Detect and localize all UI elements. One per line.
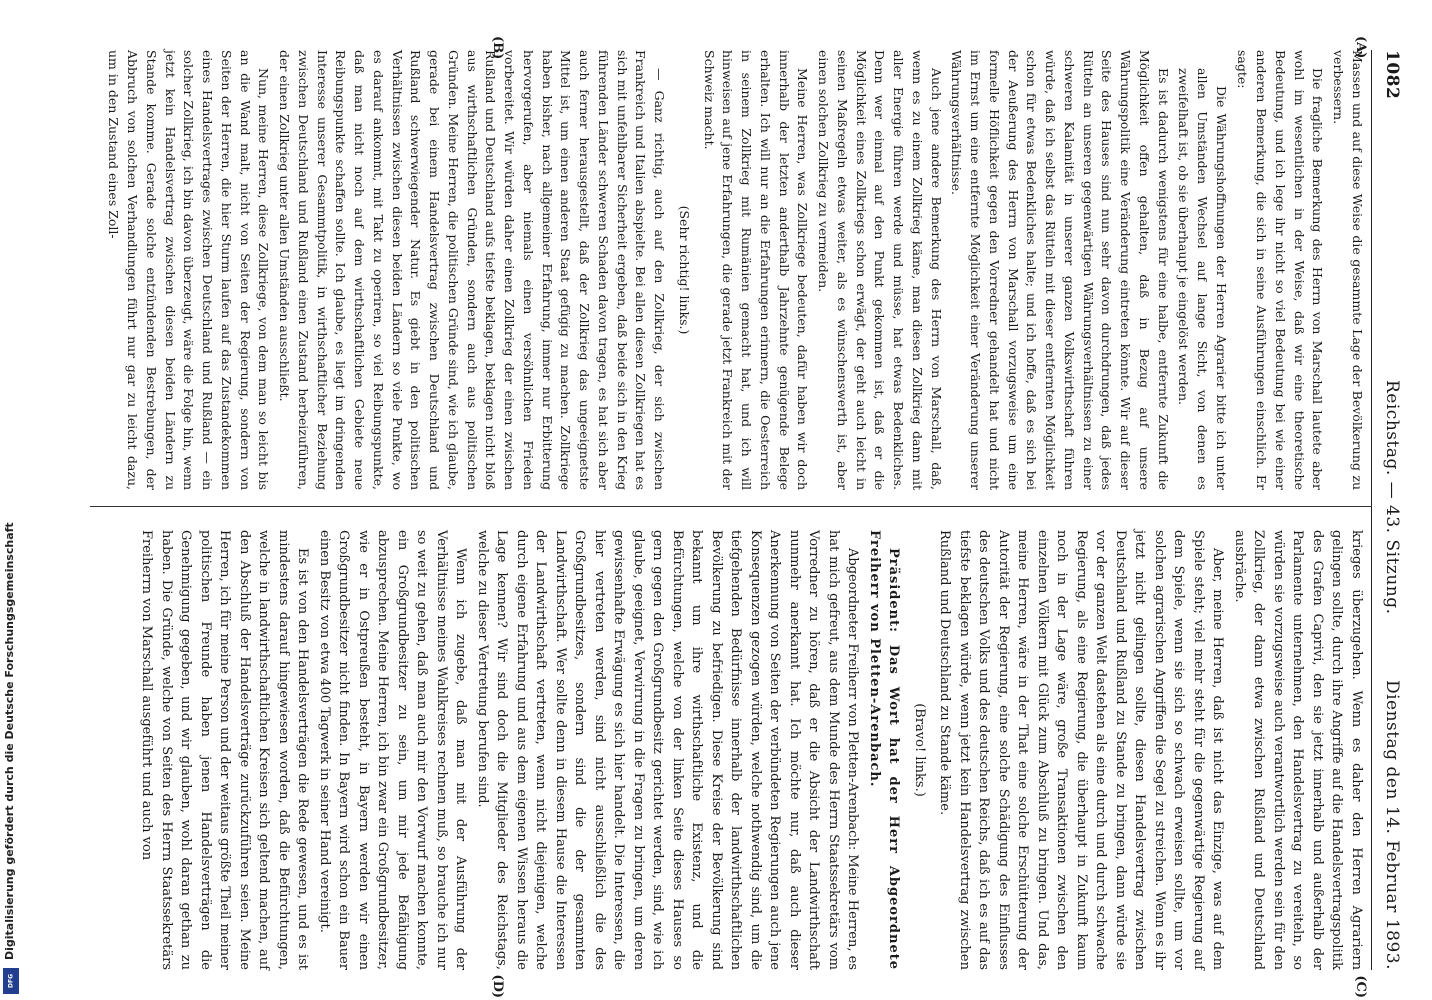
paragraph: Nun, meine Herren, diese Zollkriege, von dem man so leicht bis an die Wand malt, nicht von Seiten der Regierung, sondern von Seiten der Herren, die hier Sturm laufen auf das Zustandekommen eines Handelsvertrages zwischen Deutschland und Rußland — ein solcher Zollkrieg, ich bin davon überzeugt, wäre die Folge hin, wenn jetzt kein Handelsvertrag zwischen diesen beiden Ländern zu Stande komme. Gerade solche entzündenden Bestrebungen, der Abbruch von solchen Verhandlungen führt nur gar zu leicht dazu, um in den Zustand eines Zoll- <box>106 50 272 490</box>
paragraph: — Ganz richtig, auch auf den Zollkrieg, der sich zwischen Frankreich und Italien abspielte. Bei allen diesen Zollkriegen hat es sich mit unfehlbarer Sicherheit ergeben, daß beide sich in den Krieg führenden Länder schweren Schaden davon tragen, es hat sich aber auch ferner herausgestellt, daß der Zollkrieg das ungeeignetste Mittel ist, um einen anderen Staat gefügig zu machen. Zollkriege haben bisher, nach allgemeiner Erfahrung, immer nur Erbitterung hervorgerufen, aber niemals einen versöhnlichen Frieden vorbereitet. Wir würden daher einen Zollkrieg der einen zwischen Rußland und Deutschland aufs tiefste beklagen, beklagen nicht bloß aus wirthschaftlichen Gründen, sondern auch aus politischen Gründen. Meine Herren, die politischen Gründe sind, wie ich glaube, gerade bei einem Handelsvertrag zwischen Deutschland und Rußland schwerwiegender Natur. Es giebt in den politischen Verhältnissen zwischen diesen beiden Ländern so viele Punkte, wo es darauf ankommt, mit Takt zu operiren, so viel Reibungspunkte, daß man nicht noch auf dem wirthschaftlichen Gebiete neue Reibungspunkte schaffen sollte. Ich glaube, es liegt im dringenden Interesse unserer Gesammtpolitik, in wirthschaftlicher Beziehung zwischen Deutschland und Rußland einen Zustand herbeizuführen, der einen Zollkrieg unter allen Umständen ausschließt. <box>277 50 668 490</box>
right-column <box>135 530 1366 970</box>
header-rule <box>1371 50 1372 970</box>
paragraph: Abgeordneter Freiherr von Pletten-Arenbach: Meine Herren, es hat mich gefreut, aus dem Munde des Herrn Staatssekretärs vom Vorredner zu hören, daß er die Absicht der Landwirthschaft nunmehr anerkannt hat. Ich möchte nur, daß auch dieser Anerkennung von Seiten der verbündeten Regierungen auch jene Konsequenzen gezogen würden, welche nothwendig sind, um die tiefgehenden Bedürfnisse innerhalb der landwirthschaftlichen Bevölkerung zu befriedigen. Diese Kreise der Bevölkerung sind bekannt um ihre wirthschaftliche Existenz, und die Befürchtungen, welche von der linken Seite dieses Hauses so gern gegen den Großgrundbesitz gerichtet werden, sind, wie ich glaube, geeignet, Verwirrung in die Fragen zu bringen, um deren gewissenhafte Erwägung es sich hier handelt. Die Interessen, die hier vertreten werden, sind nicht ausschließlich die des Großgrundbesitzes, sondern sind die der gesammten Landwirthschaft. Wer sollte denn in diesem Hause die Interessen der Landwirthschaft vertreten, wenn nicht diejenigen, welche durch eigene Erfahrung und aus dem eigenen Wissen heraus die Lage kennen? Wir sind doch die Mitglieder des Reichstags, welche zu dieser Vertretung berufen sind. <box>475 530 861 970</box>
paragraph: Meine Herren, was Zollkriege bedeuten, dafür haben wir doch innerhalb der letzten anderthalb Jahrzehnte genügende Belege erhalten. Ich will nur an die Erfahrungen erinnern, die Oesterreich in seinem Zollkrieg mit Rumänien gemacht hat, und ich will hinweisen auf jene Erfahrungen, die gerade jetzt Frankreich mit der Schweiz macht. <box>701 50 811 490</box>
paragraph: Aber, meine Herren, daß ist nicht das Einzige, was auf dem Spiele steht; viel mehr steht für die gegenwärtige Regierung auf dem Spiele, wenn sie sich so schwach erweisen sollte, um vor solchen agrarischen Angriffen die Segel zu streichen. Wenn es ihr jetzt nicht gelingen sollte, diesen Handelsvertrag zwischen Deutschland und Rußland zu Stande zu bringen, dann würde sie vor der ganzen Welt dastehen als eine durch und durch schwache Regierung, als eine Regierung, die überhaupt in Zukunft kaum noch in der Lage wäre, große Transaktionen zwischen den einzelnen Völkern mit Glück zum Abschluß zu bringen. Und das, meine Herren, wäre in der That eine solche Erschütterung der Autorität der Regierung, eine solche Schädigung des Einflusses des deutschen Volks und des deutschen Reichs, daß ich es auf das tiefste beklagen würde, wenn jetzt kein Handelsvertrag zwischen Rußland und Deutschland zu Stande käme. <box>937 530 1226 970</box>
marginal-label-d: (D) <box>490 974 505 998</box>
dfg-logo: DFG <box>3 968 19 994</box>
digitization-credit <box>0 0 22 1000</box>
credit-text: Digitalisierung gefördert durch die Deutsche Forschungsgemeinschaft <box>3 522 16 960</box>
running-title: Reichstag. — 43. Sitzung. <box>1382 380 1402 615</box>
column-divider <box>90 506 1372 507</box>
session-date: Dienstag den 14. Februar 1893. <box>1382 679 1402 970</box>
marginal-label-c: (C) <box>1353 975 1368 998</box>
paragraph: Massen und auf diese Weise die gesammte Lage der Bevölkerung zu verbessern. <box>1331 50 1365 490</box>
page-number: 1082 <box>1382 50 1402 100</box>
interjection: (Bravo! links.) <box>912 703 927 797</box>
paragraph: Wenn ich zugebe, daß man mit der Ausführung der Verhältnisse meines Wahlkreises rechnen muß, so brauche ich nur so weit zu gehen, daß man auch mir den Vorwurf machen konnte, ein Großgrundbesitzer zu sein, um mir jede Befähigung abzusprechen. Meine Herren, ich bin zwar ein Großgrundbesitzer, wie er in Ostpreußen besteht, in Bayern werden wir einen Großgrundbesitzer nicht finden. In Bayern wird schon ein Bauer einen Besitz von etwa 400 Tagwerk in seiner Hand vereinigt. <box>317 530 469 970</box>
left-column <box>102 50 1366 490</box>
paragraph: Es ist dadurch wenigstens für eine halbe, entfernte Zukunft die Möglichkeit offen gehalten, daß in Bezug auf unsere Währungspolitik eine Veränderung eintreten könnte. Wir auf dieser Seite des Hauses sind nun sehr davon durchdrungen, daß jedes Rütteln an unseren gegenwärtigen Währungsverhältnissen zu einer schweren Kalamität in unserer ganzen Volkswirthschaft führen würde, daß ich selbst das Rütteln mit dieser entfernten Möglichkeit schon für etwas Bedenkliches halte; und ich hoffe, daß es sich bei der Aeußerung des Herrn von Marschall vorzugsweise um eine formelle Höflichkeit gegen den Vorredner gehandelt hat und nicht im Ernst um eine entfernte Möglichkeit einer Veränderung unserer Währungsverhältnisse. <box>949 50 1171 490</box>
paragraph: krieges überzugehen. Wenn es daher den Herren Agrariern gelingen sollte, durch ihre Angriffe auf die Handelsvertragspolitik des Grafen Caprivi, den sie jetzt innerhalb und außerhalb der Parlamente unternehmen, den Handelsvertrag zu vereiteln, so würden sie vorzugsweise auch verantwortlich werden sein für den Zollkrieg, der dann etwa zwischen Rußland und Deutschland ausbräche. <box>1232 530 1364 970</box>
speaker-paragraph: Präsident: Das Wort hat der Herr Abgeordnete Freiherr von Pletten-Arenbach. <box>867 530 902 970</box>
scanned-page <box>80 36 1410 998</box>
paragraph: Es ist von den Handelsverträgen die Rede gewesen, und es ist mindestens darauf hingewiesen worden, daß die Befürchtungen, welche in landwirthschaftlichen Kreisen sich geltend machen, auf den Abschluß der Handelsverträge zurückzuführen seien. Meine Herren, ich für meine Person und der weitaus größte Theil meiner politischen Freunde haben jenen Handelsverträgen die Genehmigung gegeben, und wir glauben, wohl daran gethan zu haben. Die Gründe, welche von Seiten des Herrn Staatssekretärs Freiherrn von Marschall ausgeführt und auch von <box>139 530 311 970</box>
quotation: Die Währungshoffnungen der Herren Agrarier bitte ich unter allen Umständen Wechsel auf lange Sicht, von denen es zweifelhaft ist, ob sie überhaupt je eingelöst werden. <box>1175 68 1229 490</box>
marginal-label-b: (B) <box>490 36 505 60</box>
marginal-label-a: (A) <box>1353 36 1368 59</box>
page-header <box>1376 50 1402 970</box>
paragraph: Auch jene andere Bemerkung des Herrn von Marschall, daß, wenn es zu einem Zollkrieg käme, man diesen Zollkrieg dann mit aller Energie führen werde und müsse, hat etwas Bedenkliches. Denn wer einmal auf den Punkt gekommen ist, daß er die Möglichkeit eines Zollkriegs schon erwägt, der geht auch leicht in seinen Maßregeln etwas weiter, als es wünschenswerth ist, aber einen solchen Zollkrieg zu vermeiden. <box>816 50 944 490</box>
paragraph: Die fragliche Bemerkung des Herrn von Marschall lautete aber wohl im wesentlichen in der Weise, daß wir eine theoretische Bedeutung, und ich lege ihr nicht so viel Bedeutung bei wie einer anderen Bemerkung, die sich in seine Ausführungen einschlich. Er sagte: <box>1235 50 1326 490</box>
interjection: (Sehr richtig! links.) <box>677 205 692 335</box>
